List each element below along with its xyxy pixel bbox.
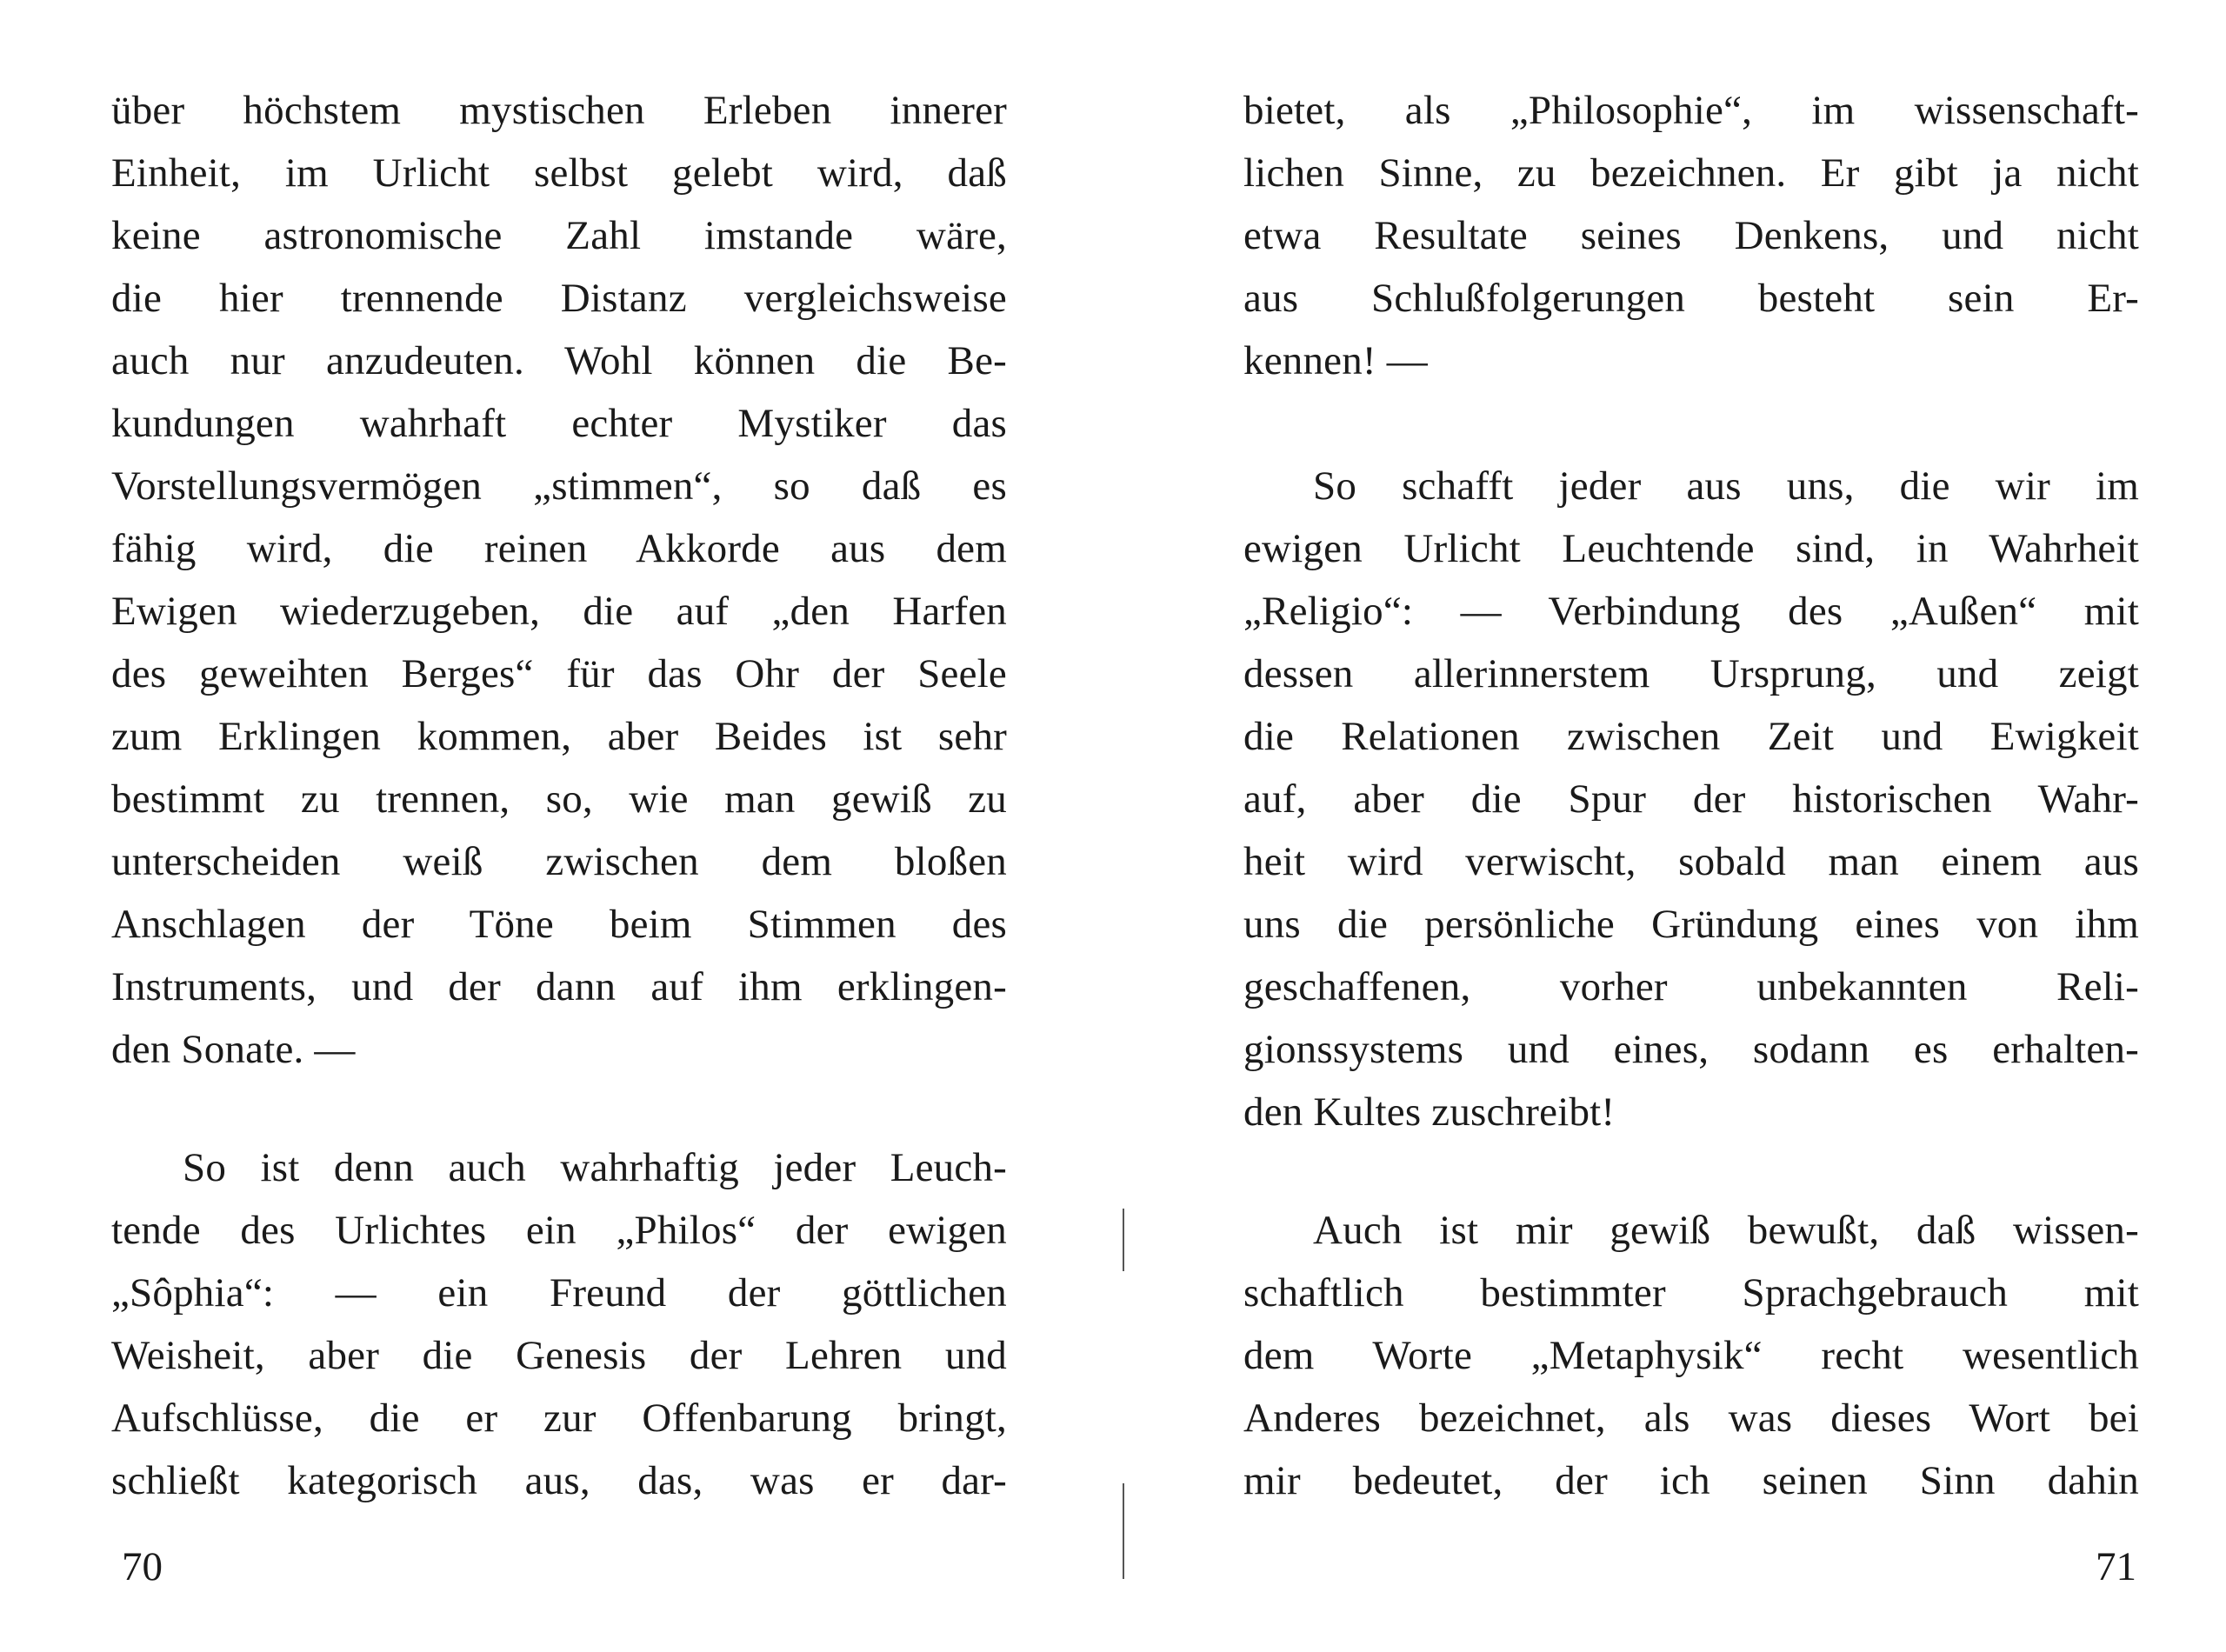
text-line: Ewigen wiederzugeben, die auf „den Harfen <box>111 589 1007 634</box>
text-line: dem Worte „Metaphysik“ recht wesentlich <box>1243 1333 2139 1378</box>
text-line: Einheit, im Urlicht selbst gelebt wird, daß <box>111 150 1007 196</box>
text-line: Anderes bezeichnet, als was dieses Wort bei <box>1243 1396 2139 1441</box>
text-line: „Religio“: — Verbindung des „Außen“ mit <box>1243 589 2139 634</box>
text-line: tende des Urlichtes ein „Philos“ der ewigen <box>111 1208 1007 1253</box>
text-line: fähig wird, die reinen Akkorde aus dem <box>111 526 1007 571</box>
text-line: bestimmt zu trennen, so, wie man gewiß zu <box>111 776 1007 822</box>
text-line: Aufschlüsse, die er zur Offenbarung bringt, <box>111 1396 1007 1441</box>
text-line: lichen Sinne, zu bezeichnen. Er gibt ja nicht <box>1243 150 2139 196</box>
text-line: mir bedeutet, der ich seinen Sinn dahin <box>1243 1458 2139 1503</box>
page-number: 70 <box>122 1544 163 1589</box>
text-line: gionssystems und eines, sodann es erhalten- <box>1243 1027 2139 1072</box>
text-line: über höchstem mystischen Erleben innerer <box>111 88 1007 133</box>
text-line: Anschlagen der Töne beim Stimmen des <box>111 902 1007 947</box>
text-line: heit wird verwischt, sobald man einem aus <box>1243 839 2139 884</box>
text-line: kennen! — <box>1243 338 1428 383</box>
text-line: Instruments, und der dann auf ihm erklingen- <box>111 964 1007 1009</box>
text-line: des geweihten Berges“ für das Ohr der Seele <box>111 651 1007 696</box>
text-line: etwa Resultate seines Denkens, und nicht <box>1243 213 2139 258</box>
text-line: ewigen Urlicht Leuchtende sind, in Wahrheit <box>1243 526 2139 571</box>
text-line: So ist denn auch wahrhaftig jeder Leuch- <box>183 1145 1007 1190</box>
text-line: unterscheiden weiß zwischen dem bloßen <box>111 839 1007 884</box>
text-line: Weisheit, aber die Genesis der Lehren und <box>111 1333 1007 1378</box>
text-line: geschaffenen, vorher unbekannten Reli- <box>1243 964 2139 1009</box>
text-line: die Relationen zwischen Zeit und Ewigkeit <box>1243 714 2139 759</box>
text-line: So schafft jeder aus uns, die wir im <box>1313 463 2139 509</box>
text-line: Auch ist mir gewiß bewußt, daß wissen- <box>1313 1208 2139 1253</box>
text-line: schließt kategorisch aus, das, was er dar- <box>111 1458 1007 1503</box>
text-line: aus Schlußfolgerungen besteht sein Er- <box>1243 276 2139 321</box>
text-line: schaftlich bestimmter Sprachgebrauch mit <box>1243 1270 2139 1316</box>
text-line: auf, aber die Spur der historischen Wahr- <box>1243 776 2139 822</box>
text-line: dessen allerinnerstem Ursprung, und zeigt <box>1243 651 2139 696</box>
text-line: uns die persönliche Gründung eines von ihm <box>1243 902 2139 947</box>
text-line: keine astronomische Zahl imstande wäre, <box>111 213 1007 258</box>
text-line: die hier trennende Distanz vergleichsweise <box>111 276 1007 321</box>
text-line: Vorstellungsvermögen „stimmen“, so daß es <box>111 463 1007 509</box>
text-line: den Kultes zuschreibt! <box>1243 1089 1616 1135</box>
text-line: zum Erklingen kommen, aber Beides ist sehr <box>111 714 1007 759</box>
text-line: bietet, als „Philosophie“, im wissenschaft- <box>1243 88 2139 133</box>
text-line: kundungen wahrhaft echter Mystiker das <box>111 401 1007 446</box>
page-number: 71 <box>2096 1544 2136 1589</box>
text-line: auch nur anzudeuten. Wohl können die Be- <box>111 338 1007 383</box>
text-line: den Sonate. — <box>111 1027 356 1072</box>
text-line: „Sôphia“: — ein Freund der göttlichen <box>111 1270 1007 1316</box>
